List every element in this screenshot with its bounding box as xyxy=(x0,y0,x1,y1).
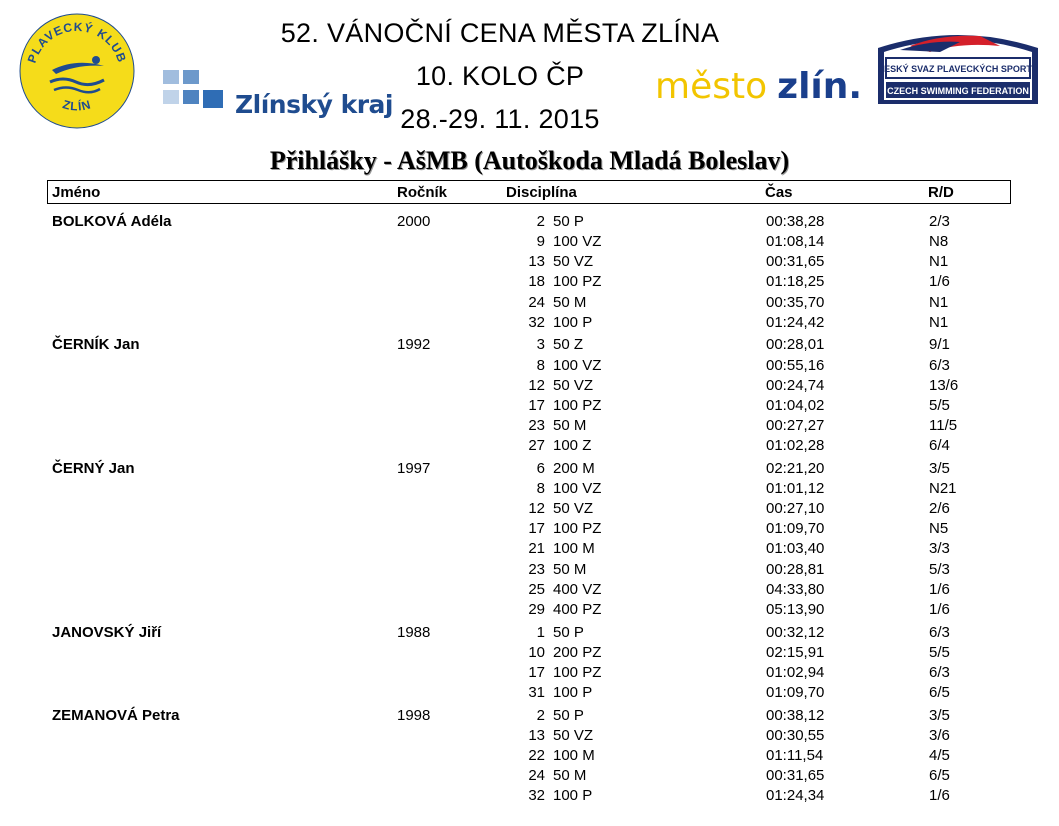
discipline: 100 Z xyxy=(553,437,592,455)
heat-lane: 3/3 xyxy=(929,540,950,558)
discipline: 100 PZ xyxy=(553,396,602,414)
event-number: 31 xyxy=(528,683,545,701)
heat-lane: N5 xyxy=(929,520,949,538)
entry-time: 00:31,65 xyxy=(766,767,825,784)
event-number: 32 xyxy=(528,313,545,331)
entry-time: 04:33,80 xyxy=(766,580,825,598)
heat-lane: 2/3 xyxy=(929,213,950,230)
discipline: 50 P xyxy=(553,706,584,724)
heat-lane: 1/6 xyxy=(929,600,950,618)
entry-time: 00:31,65 xyxy=(766,253,825,271)
entry-time: 01:24,42 xyxy=(766,313,825,331)
entry-time: 00:55,16 xyxy=(766,356,825,374)
entry-time: 01:04,02 xyxy=(766,396,825,414)
heat-lane: 6/3 xyxy=(929,663,950,681)
discipline: 400 PZ xyxy=(553,600,602,618)
heat-lane: N1 xyxy=(929,313,949,331)
discipline: 50 M xyxy=(553,417,587,434)
heat-lane: 5/5 xyxy=(929,643,950,661)
event-number: 2 xyxy=(536,706,545,724)
event-number: 29 xyxy=(528,600,545,618)
entry-row xyxy=(0,293,1059,313)
event-number: 23 xyxy=(528,560,545,578)
discipline: 50 Z xyxy=(553,336,584,354)
swimmer-name: ČERNÍK Jan xyxy=(52,336,140,354)
entry-row xyxy=(0,232,1059,252)
heat-lane: 2/6 xyxy=(929,500,950,518)
entry-row xyxy=(0,766,1059,786)
event-number: 17 xyxy=(528,396,545,414)
entry-time: 00:38,12 xyxy=(766,706,825,724)
event-number: 2 xyxy=(536,213,545,230)
entry-row xyxy=(0,396,1059,416)
entry-time: 00:38,28 xyxy=(766,213,825,230)
entry-time: 00:27,27 xyxy=(766,417,825,434)
heat-lane: 6/4 xyxy=(929,437,950,455)
entry-row xyxy=(0,479,1059,499)
discipline: 100 P xyxy=(553,787,593,805)
entry-time: 00:24,74 xyxy=(766,376,825,394)
event-number: 18 xyxy=(528,273,545,291)
discipline: 100 PZ xyxy=(553,663,602,681)
header-time: Čas xyxy=(765,184,793,201)
event-title: 52. VÁNOČNÍ CENA MĚSTA ZLÍNA xyxy=(280,18,720,48)
entry-row xyxy=(0,499,1059,519)
event-round: 10. KOLO ČP xyxy=(415,61,585,91)
zlinsky-kraj-text: Zlínský kraj xyxy=(235,90,393,119)
heat-lane: 3/5 xyxy=(929,706,950,724)
csps-bottom-text: CZECH SWIMMING FEDERATION xyxy=(887,86,1029,96)
discipline: 100 PZ xyxy=(553,520,602,538)
birth-year: 1992 xyxy=(397,336,431,354)
heat-lane: 4/5 xyxy=(929,746,950,764)
event-number: 27 xyxy=(528,437,545,455)
entry-time: 01:02,28 xyxy=(766,437,825,455)
heat-lane: 1/6 xyxy=(929,273,950,291)
event-date: 28.-29. 11. 2015 xyxy=(400,104,600,134)
birth-year: 1997 xyxy=(397,459,431,477)
event-number: 25 xyxy=(528,580,545,598)
discipline: 50 VZ xyxy=(553,376,594,394)
header-discipline: Disciplína xyxy=(506,184,577,201)
heat-lane: 6/5 xyxy=(929,767,950,784)
entry-time: 01:18,25 xyxy=(766,273,825,291)
swimmer-name: ZEMANOVÁ Petra xyxy=(52,706,180,724)
entry-time: 00:28,01 xyxy=(766,336,825,354)
event-number: 9 xyxy=(536,233,545,251)
entry-time: 01:24,34 xyxy=(766,787,825,805)
discipline: 50 M xyxy=(553,293,587,311)
heat-lane: 11/5 xyxy=(929,417,958,434)
entry-row xyxy=(0,643,1059,663)
discipline: 400 VZ xyxy=(553,580,602,598)
discipline: 50 VZ xyxy=(553,500,594,518)
entry-time: 01:09,70 xyxy=(766,683,825,701)
entry-time: 02:15,91 xyxy=(766,643,825,661)
discipline: 100 M xyxy=(553,746,595,764)
heat-lane: 9/1 xyxy=(929,336,950,354)
entry-time: 01:09,70 xyxy=(766,520,825,538)
entry-time: 05:13,90 xyxy=(766,600,825,618)
event-number: 6 xyxy=(536,459,545,477)
header-name: Jméno xyxy=(52,184,101,201)
event-number: 21 xyxy=(528,540,545,558)
discipline: 100 P xyxy=(553,683,593,701)
entry-time: 02:21,20 xyxy=(766,459,825,477)
header-rd: R/D xyxy=(928,184,954,201)
heat-lane: 3/6 xyxy=(929,726,950,744)
mesto-text: město xyxy=(655,66,768,107)
heat-lane: 5/5 xyxy=(929,396,950,414)
heat-lane: N8 xyxy=(929,233,949,251)
heat-lane: 1/6 xyxy=(929,580,950,598)
csps-logo xyxy=(870,28,1046,106)
discipline: 50 M xyxy=(553,560,587,578)
swimmer-name: JANOVSKÝ Jiří xyxy=(52,623,162,641)
event-number: 23 xyxy=(528,417,545,434)
discipline: 200 PZ xyxy=(553,643,602,661)
pk-bottom-text: ZLÍN xyxy=(61,97,93,114)
discipline: 50 M xyxy=(553,767,587,784)
event-number: 22 xyxy=(528,746,545,764)
discipline: 100 VZ xyxy=(553,233,602,251)
document-title: Přihlášky - AšMB (Autoškoda Mladá Boleslav) xyxy=(269,146,790,175)
discipline: 200 M xyxy=(553,459,595,477)
discipline: 100 VZ xyxy=(553,479,602,497)
event-number: 17 xyxy=(528,520,545,538)
entry-row xyxy=(0,376,1059,396)
event-number: 17 xyxy=(528,663,545,681)
event-number: 12 xyxy=(528,376,545,394)
event-number: 12 xyxy=(528,500,545,518)
entry-time: 00:32,12 xyxy=(766,623,825,641)
entry-row xyxy=(0,272,1059,292)
discipline: 50 VZ xyxy=(553,253,594,271)
event-number: 8 xyxy=(536,356,545,374)
discipline: 50 P xyxy=(553,623,584,641)
entry-time: 01:01,12 xyxy=(766,479,825,497)
entry-time: 00:35,70 xyxy=(766,293,825,311)
swimmer-name: BOLKOVÁ Adéla xyxy=(52,213,172,230)
birth-year: 1988 xyxy=(397,623,431,641)
discipline: 50 P xyxy=(553,213,584,230)
heat-lane: 1/6 xyxy=(929,787,950,805)
entry-row xyxy=(0,560,1059,580)
entry-row xyxy=(0,313,1059,333)
discipline: 100 PZ xyxy=(553,273,602,291)
discipline: 50 VZ xyxy=(553,726,594,744)
svg-text:ZLÍN xyxy=(61,97,93,113)
heat-lane: N1 xyxy=(929,253,949,271)
entry-row xyxy=(0,212,1059,232)
entry-row xyxy=(0,252,1059,272)
plavecky-klub-logo xyxy=(18,12,136,130)
entry-row xyxy=(0,416,1059,436)
discipline: 100 P xyxy=(553,313,593,331)
entry-row xyxy=(0,663,1059,683)
entry-row xyxy=(0,459,1059,479)
zlin-text: zlín. xyxy=(777,66,863,107)
entry-time: 01:11,54 xyxy=(766,746,824,764)
entry-row xyxy=(0,436,1059,456)
birth-year: 1998 xyxy=(397,706,431,724)
header-year: Ročník xyxy=(397,184,448,201)
entry-time: 00:28,81 xyxy=(766,560,825,578)
event-number: 3 xyxy=(536,336,545,354)
event-number: 1 xyxy=(536,623,545,641)
event-number: 24 xyxy=(528,293,545,311)
entry-time: 01:03,40 xyxy=(766,540,825,558)
entry-row xyxy=(0,726,1059,746)
event-number: 8 xyxy=(536,479,545,497)
pk-top-text: PLAVECKÝ KLUB xyxy=(24,19,130,65)
discipline: 100 VZ xyxy=(553,356,602,374)
entry-row xyxy=(0,600,1059,620)
heat-lane: 6/3 xyxy=(929,623,950,641)
heat-lane: 3/5 xyxy=(929,459,950,477)
heat-lane: 6/5 xyxy=(929,683,950,701)
table-header xyxy=(47,180,1011,204)
event-number: 32 xyxy=(528,787,545,805)
heat-lane: 5/3 xyxy=(929,560,950,578)
entry-row xyxy=(0,683,1059,703)
entry-row xyxy=(0,335,1059,355)
heat-lane: 13/6 xyxy=(929,376,959,394)
entry-time: 00:27,10 xyxy=(766,500,825,518)
entry-row xyxy=(0,623,1059,643)
entry-time: 00:30,55 xyxy=(766,726,825,744)
entry-row xyxy=(0,786,1059,806)
entry-time: 01:02,94 xyxy=(766,663,825,681)
entry-row xyxy=(0,519,1059,539)
birth-year: 2000 xyxy=(397,213,431,230)
entry-row xyxy=(0,746,1059,766)
csps-top-text: ČESKÝ SVAZ PLAVECKÝCH SPORTŮ xyxy=(877,64,1039,74)
discipline: 100 M xyxy=(553,540,595,558)
entry-row xyxy=(0,580,1059,600)
swimmer-name: ČERNÝ Jan xyxy=(52,459,135,477)
mesto-zlin-logo xyxy=(655,66,862,110)
heat-lane: 6/3 xyxy=(929,356,950,374)
heat-lane: N21 xyxy=(929,479,957,497)
event-number: 13 xyxy=(528,726,545,744)
entry-time: 01:08,14 xyxy=(766,233,825,251)
event-number: 24 xyxy=(528,767,545,784)
heat-lane: N1 xyxy=(929,293,949,311)
event-number: 10 xyxy=(528,643,545,661)
entry-row xyxy=(0,356,1059,376)
entry-row xyxy=(0,706,1059,726)
entry-row xyxy=(0,539,1059,559)
event-number: 13 xyxy=(528,253,545,271)
